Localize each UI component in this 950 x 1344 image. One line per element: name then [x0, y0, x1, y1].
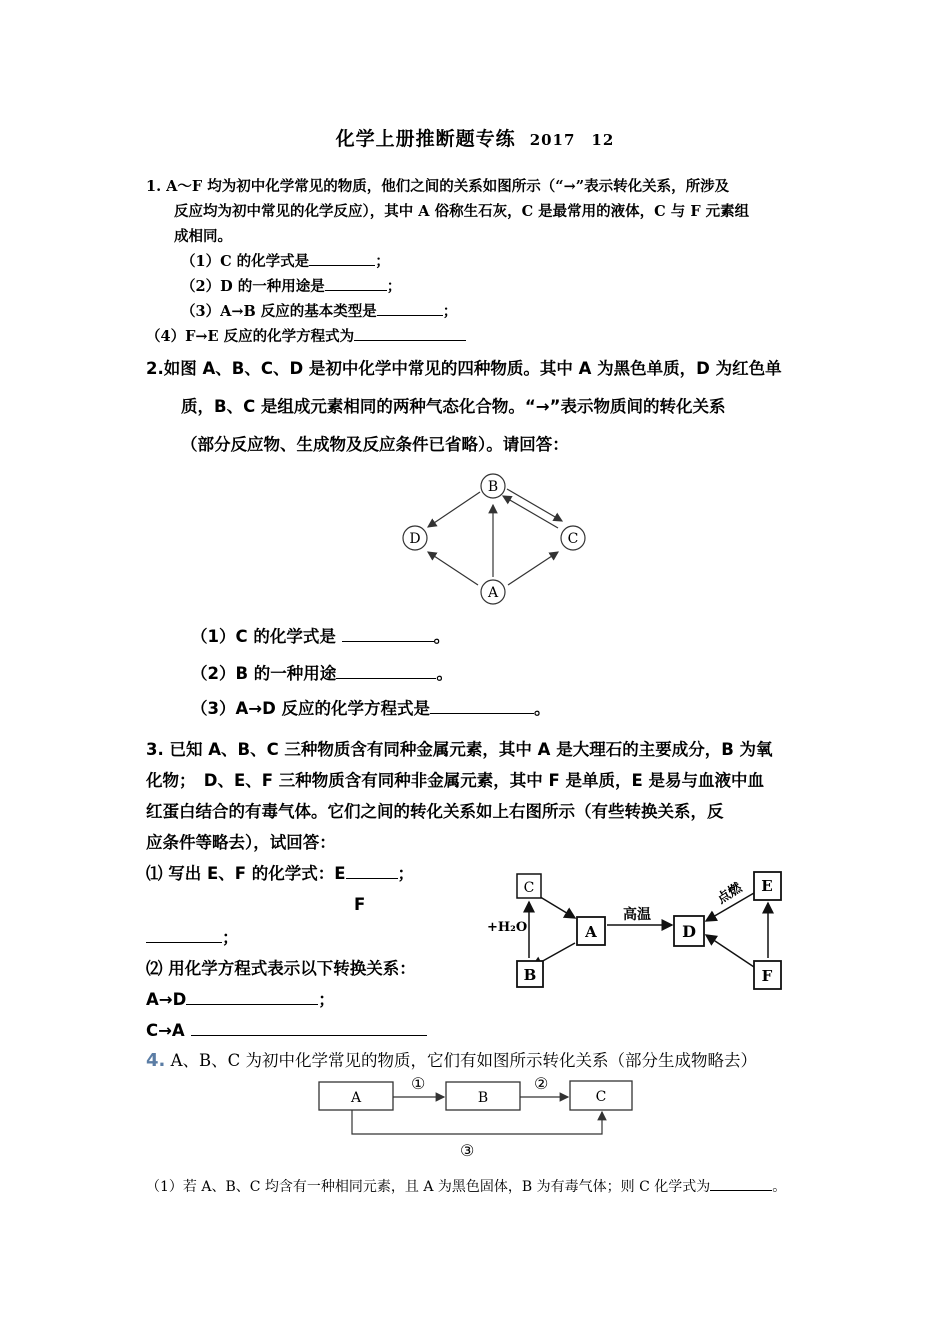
q1-sub2-end: ；: [386, 278, 402, 295]
q4-diagram: [310, 1072, 640, 1162]
q3-c-to-a-blank[interactable]: [191, 1019, 427, 1037]
q1-sub3: [181, 299, 457, 324]
q3-a-to-d-end: ；: [318, 990, 335, 1009]
title-date: 2017 12: [529, 131, 615, 149]
q4-step3: ③: [460, 1141, 475, 1160]
q2-sub1-label: （1）C 的化学式是: [191, 627, 342, 646]
q2-node-d-label: D: [409, 531, 421, 547]
q2-sub3-blank[interactable]: [430, 697, 534, 715]
q2-sub2-end: 。: [436, 664, 453, 683]
q3-a-to-d-label: A→D: [146, 990, 187, 1009]
q1-sub1-label: （1）C 的化学式是: [181, 253, 310, 270]
q2-node-c-label: C: [567, 531, 579, 547]
q1-sub4-label: （4）F→E 反应的化学方程式为: [146, 328, 355, 345]
q1-line1: 1. A～F 均为初中化学常见的物质，他们之间的关系如图所示（“→”表示转化关系，所涉及: [146, 178, 730, 195]
q4-line1: [146, 1047, 757, 1075]
q3-arrow-f-d: [706, 935, 754, 967]
q4-number: 4.: [146, 1050, 166, 1071]
q4-sub1-blank[interactable]: [710, 1176, 772, 1191]
q3-label-gaowen: 高温: [623, 907, 651, 923]
q2-line3: （部分反应物、生成物及反应条件已省略）。请回答：: [181, 435, 569, 454]
q3-f-end: ；: [222, 928, 239, 947]
q3-line4: 应条件等略去），试回答：: [146, 833, 336, 852]
q2-sub3-label: （3）A→D 反应的化学方程式是: [191, 699, 431, 718]
q3-sub1-blank-e[interactable]: [346, 862, 398, 880]
q3-node-d-label: D: [682, 922, 696, 941]
q2-node-a-label: A: [487, 585, 499, 601]
q2-node-b-label: B: [487, 479, 499, 495]
q3-c-to-a-label: C→A: [146, 1021, 185, 1040]
q1-sub2: [181, 274, 401, 299]
q3-f-blank-row: [146, 922, 239, 953]
q1-sub2-label: （2）D 的一种用途是: [181, 278, 325, 295]
q2-sub1: [191, 618, 450, 656]
title-text: 化学上册推断题专练: [335, 128, 516, 150]
q1-sub3-blank[interactable]: [377, 301, 443, 317]
q3-line2: 化物； D、E、F 三种物质含有同种非金属元素，其中 F 是单质，E 是易与血液中血: [146, 771, 765, 790]
q4-sub1: [146, 1176, 786, 1198]
q1-sub1-end: ；: [375, 253, 390, 270]
q3-f-label: F: [354, 895, 366, 914]
q3-a-to-d-blank[interactable]: [186, 988, 318, 1006]
q2-arrow-b-c: [507, 489, 562, 521]
q4-sub1-end: 。: [772, 1179, 787, 1195]
q3-diagram: [485, 865, 795, 995]
q3-node-a-label: A: [585, 923, 597, 941]
q3-node-e-label: E: [761, 877, 773, 895]
q3-a-to-d: [146, 984, 335, 1015]
page-title: [0, 124, 950, 151]
q3-line1: 3. 已知 A、B、C 三种物质含有同种金属元素，其中 A 是大理石的主要成分，B 为氧: [146, 740, 773, 759]
q2-line2: 质，B、C 是组成元素相同的两种气态化合物。“→”表示物质间的转化关系: [181, 397, 726, 416]
q3-sub1-blank-f[interactable]: [146, 926, 222, 944]
q3-label-h2o: +H₂O: [487, 920, 528, 935]
q1-sub3-label: （3）A→B 反应的基本类型是: [181, 303, 377, 320]
q4-arrow-a-c: [352, 1110, 602, 1134]
q4-step2: ②: [534, 1074, 549, 1093]
q2-arrow-c-b: [503, 496, 558, 528]
q1-sub1: [181, 249, 390, 274]
q1-line2: 反应均为初中常见的化学反应），其中 A 俗称生石灰，C 是最常用的液体，C 与 F 元素组: [174, 203, 750, 220]
q1-sub4: [146, 324, 466, 349]
q3-label-dianran: 点燃: [714, 880, 745, 908]
q1-line3: 成相同。: [174, 228, 232, 245]
q1-sub4-blank[interactable]: [354, 326, 466, 342]
q3-sub1-label: ⑴ 写出 E、F 的化学式：E: [146, 864, 346, 883]
q3-node-c-label: C: [523, 880, 535, 896]
q3-line3: 红蛋白结合的有毒气体。它们之间的转化关系如上右图所示（有些转换关系，反: [146, 802, 724, 821]
q2-arrow-b-d: [428, 492, 480, 527]
q3-c-to-a: [146, 1015, 427, 1046]
q3-node-f-label: F: [761, 967, 773, 985]
q2-sub1-end: 。: [433, 627, 451, 646]
q4-step1: ①: [411, 1074, 426, 1093]
q4-node-b-label: B: [477, 1090, 489, 1106]
q3-sub2: ⑵ 用化学方程式表示以下转换关系：: [146, 959, 416, 978]
q4-node-c-label: C: [595, 1089, 607, 1105]
q2-sub3: [191, 690, 551, 728]
q2-sub3-end: 。: [534, 699, 551, 718]
q2-diagram: [390, 465, 600, 610]
q3-node-b-label: B: [523, 966, 537, 984]
q4-text: A、B、C 为初中化学常见的物质，它们有如图所示转化关系（部分生成物略去）: [165, 1051, 758, 1070]
q4-node-a-label: A: [350, 1090, 362, 1106]
q4-sub1-label: （1）若 A、B、C 均含有一种相同元素，且 A 为黑色固体，B 为有毒气体；则 C 化学式为: [146, 1179, 711, 1195]
q2-arrow-a-c: [508, 552, 558, 585]
q2-arrow-a-d: [428, 552, 478, 585]
q1-sub1-blank[interactable]: [309, 251, 375, 267]
q2-sub2: [191, 655, 453, 693]
q3-sub1-end: ；: [397, 864, 415, 883]
q1-sub2-blank[interactable]: [325, 276, 387, 292]
q2-sub1-blank[interactable]: [342, 625, 434, 643]
q2-sub2-blank[interactable]: [336, 662, 436, 680]
q3-sub1: [146, 858, 414, 889]
q1-sub3-end: ；: [442, 303, 458, 320]
q2-sub2-label: （2）B 的一种用途: [191, 664, 337, 683]
q2-line1: 2.如图 A、B、C、D 是初中化学中常见的四种物质。其中 A 为黑色单质，D 为红色单: [146, 359, 782, 378]
